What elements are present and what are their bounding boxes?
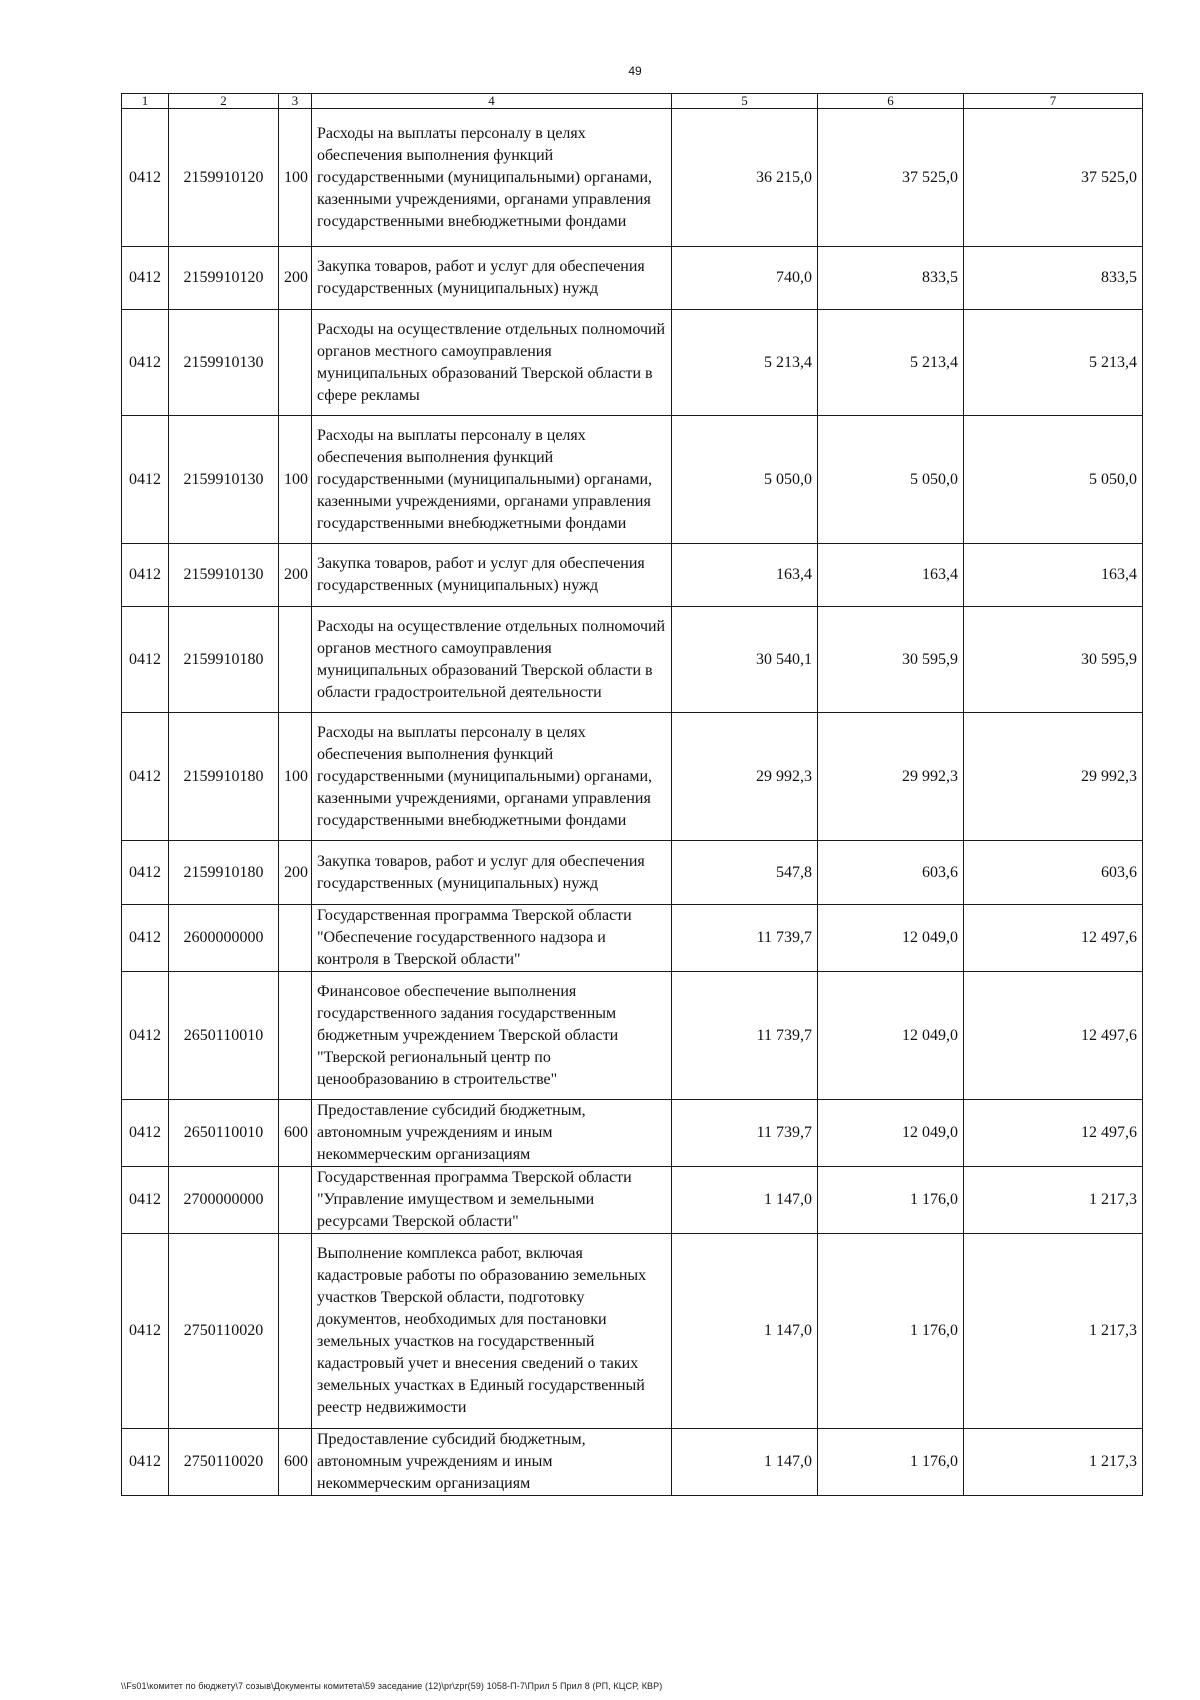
col-header-6: 6: [818, 94, 964, 109]
cell-col-6: 603,6: [818, 841, 964, 905]
cell-col-1: 0412: [122, 310, 169, 416]
cell-col-7: 1 217,3: [964, 1234, 1143, 1429]
cell-col-4: Расходы на осуществление отдельных полномочий органов местного самоуправления муниципальных образований Тверской области в сфере рекламы: [312, 310, 672, 416]
cell-col-2: 2159910180: [169, 841, 279, 905]
cell-col-1: 0412: [122, 607, 169, 713]
cell-col-4: Государственная программа Тверской области "Управление имуществом и земельными ресурсами Тверской области": [312, 1167, 672, 1234]
cell-col-6: 1 176,0: [818, 1167, 964, 1234]
cell-col-3: 100: [279, 713, 312, 841]
cell-col-2: 2159910180: [169, 713, 279, 841]
cell-col-7: 12 497,6: [964, 972, 1143, 1100]
cell-col-1: 0412: [122, 713, 169, 841]
table-row: [122, 1100, 1143, 1167]
table-row: [122, 416, 1143, 544]
cell-col-2: 2159910130: [169, 416, 279, 544]
table-row: [122, 109, 1143, 247]
cell-col-1: 0412: [122, 109, 169, 247]
cell-col-1: 0412: [122, 416, 169, 544]
cell-col-2: 2159910130: [169, 544, 279, 607]
cell-col-7: 1 217,3: [964, 1167, 1143, 1234]
cell-col-5: 11 739,7: [672, 972, 818, 1100]
col-header-1: 1: [122, 94, 169, 109]
budget-table: [121, 93, 1143, 1496]
col-header-2: 2: [169, 94, 279, 109]
cell-col-1: 0412: [122, 1429, 169, 1496]
cell-col-4: Предоставление субсидий бюджетным, автономным учреждениям и иным некоммерческим организациям: [312, 1100, 672, 1167]
cell-col-6: 5 213,4: [818, 310, 964, 416]
cell-col-7: 5 213,4: [964, 310, 1143, 416]
cell-col-2: 2700000000: [169, 1167, 279, 1234]
table-row: [122, 972, 1143, 1100]
cell-col-5: 5 050,0: [672, 416, 818, 544]
cell-col-3: 100: [279, 416, 312, 544]
cell-col-4: Финансовое обеспечение выполнения государственного задания государственным бюджетным учреждением Тверской области "Тверской региональный центр по ценообразованию в строительстве": [312, 972, 672, 1100]
cell-col-5: 1 147,0: [672, 1234, 818, 1429]
table-row: [122, 1234, 1143, 1429]
cell-col-3: [279, 1167, 312, 1234]
cell-col-7: 5 050,0: [964, 416, 1143, 544]
cell-col-6: 30 595,9: [818, 607, 964, 713]
cell-col-2: 2159910120: [169, 109, 279, 247]
cell-col-6: 833,5: [818, 247, 964, 310]
cell-col-4: Государственная программа Тверской области "Обеспечение государственного надзора и контроля в Тверской области": [312, 905, 672, 972]
cell-col-2: 2750110020: [169, 1429, 279, 1496]
table-row: [122, 1167, 1143, 1234]
cell-col-3: [279, 607, 312, 713]
col-header-4: 4: [312, 94, 672, 109]
cell-col-6: 29 992,3: [818, 713, 964, 841]
cell-col-2: 2750110020: [169, 1234, 279, 1429]
cell-col-1: 0412: [122, 1100, 169, 1167]
cell-col-3: [279, 310, 312, 416]
cell-col-4: Предоставление субсидий бюджетным, автономным учреждениям и иным некоммерческим организациям: [312, 1429, 672, 1496]
cell-col-5: 547,8: [672, 841, 818, 905]
cell-col-7: 37 525,0: [964, 109, 1143, 247]
cell-col-5: 1 147,0: [672, 1167, 818, 1234]
cell-col-2: 2600000000: [169, 905, 279, 972]
table-row: [122, 905, 1143, 972]
cell-col-4: Расходы на осуществление отдельных полномочий органов местного самоуправления муниципальных образований Тверской области в области градостроительной деятельности: [312, 607, 672, 713]
cell-col-3: 200: [279, 841, 312, 905]
cell-col-3: 200: [279, 544, 312, 607]
table-row: [122, 1429, 1143, 1496]
cell-col-5: 11 739,7: [672, 1100, 818, 1167]
cell-col-6: 37 525,0: [818, 109, 964, 247]
cell-col-1: 0412: [122, 905, 169, 972]
table-row: [122, 841, 1143, 905]
cell-col-1: 0412: [122, 544, 169, 607]
cell-col-5: 11 739,7: [672, 905, 818, 972]
cell-col-3: 600: [279, 1429, 312, 1496]
cell-col-1: 0412: [122, 247, 169, 310]
col-header-3: 3: [279, 94, 312, 109]
page-number: 49: [628, 64, 642, 78]
cell-col-5: 36 215,0: [672, 109, 818, 247]
cell-col-6: 12 049,0: [818, 972, 964, 1100]
cell-col-5: 740,0: [672, 247, 818, 310]
cell-col-4: Расходы на выплаты персоналу в целях обеспечения выполнения функций государственными (муниципальными) органами, казенными учреждениями, органами управления государственными внебюджетными фондами: [312, 713, 672, 841]
table-row: [122, 713, 1143, 841]
cell-col-5: 163,4: [672, 544, 818, 607]
table-row: [122, 247, 1143, 310]
file-path-footer: \\Fs01\комитет по бюджету\7 созыв\Документы комитета\59 заседание (12)\pr\zpr(59) 1058-П-7\Прил 5 Прил 8 (РП, КЦСР, КВР): [121, 1681, 663, 1691]
cell-col-4: Закупка товаров, работ и услуг для обеспечения государственных (муниципальных) нужд: [312, 544, 672, 607]
cell-col-3: [279, 1234, 312, 1429]
table-row: [122, 544, 1143, 607]
cell-col-1: 0412: [122, 1234, 169, 1429]
cell-col-7: 29 992,3: [964, 713, 1143, 841]
cell-col-7: 1 217,3: [964, 1429, 1143, 1496]
cell-col-4: Выполнение комплекса работ, включая кадастровые работы по образованию земельных участков Тверской области, подготовку документов, необходимых для постановки земельных участков на государственный кадастровый учет и внесения сведений о таких земельных участках в Единый государственный реестр недвижимости: [312, 1234, 672, 1429]
table-row: [122, 310, 1143, 416]
col-header-7: 7: [964, 94, 1143, 109]
cell-col-4: Расходы на выплаты персоналу в целях обеспечения выполнения функций государственными (муниципальными) органами, казенными учреждениями, органами управления государственными внебюджетными фондами: [312, 416, 672, 544]
cell-col-2: 2159910180: [169, 607, 279, 713]
cell-col-6: 163,4: [818, 544, 964, 607]
cell-col-5: 1 147,0: [672, 1429, 818, 1496]
cell-col-7: 30 595,9: [964, 607, 1143, 713]
cell-col-4: Закупка товаров, работ и услуг для обеспечения государственных (муниципальных) нужд: [312, 247, 672, 310]
cell-col-5: 29 992,3: [672, 713, 818, 841]
table-row: [122, 607, 1143, 713]
cell-col-2: 2159910120: [169, 247, 279, 310]
cell-col-6: 12 049,0: [818, 1100, 964, 1167]
header-row: [122, 94, 1143, 109]
cell-col-7: 12 497,6: [964, 1100, 1143, 1167]
cell-col-1: 0412: [122, 1167, 169, 1234]
cell-col-4: Закупка товаров, работ и услуг для обеспечения государственных (муниципальных) нужд: [312, 841, 672, 905]
cell-col-1: 0412: [122, 972, 169, 1100]
cell-col-3: [279, 905, 312, 972]
cell-col-3: 200: [279, 247, 312, 310]
cell-col-4: Расходы на выплаты персоналу в целях обеспечения выполнения функций государственными (муниципальными) органами, казенными учреждениями, органами управления государственными внебюджетными фондами: [312, 109, 672, 247]
cell-col-6: 5 050,0: [818, 416, 964, 544]
cell-col-7: 603,6: [964, 841, 1143, 905]
cell-col-5: 5 213,4: [672, 310, 818, 416]
cell-col-2: 2650110010: [169, 972, 279, 1100]
cell-col-5: 30 540,1: [672, 607, 818, 713]
cell-col-7: 833,5: [964, 247, 1143, 310]
cell-col-7: 163,4: [964, 544, 1143, 607]
cell-col-6: 1 176,0: [818, 1234, 964, 1429]
cell-col-2: 2650110010: [169, 1100, 279, 1167]
col-header-5: 5: [672, 94, 818, 109]
cell-col-3: 600: [279, 1100, 312, 1167]
cell-col-6: 1 176,0: [818, 1429, 964, 1496]
cell-col-3: 100: [279, 109, 312, 247]
cell-col-2: 2159910130: [169, 310, 279, 416]
cell-col-3: [279, 972, 312, 1100]
cell-col-6: 12 049,0: [818, 905, 964, 972]
cell-col-1: 0412: [122, 841, 169, 905]
cell-col-7: 12 497,6: [964, 905, 1143, 972]
